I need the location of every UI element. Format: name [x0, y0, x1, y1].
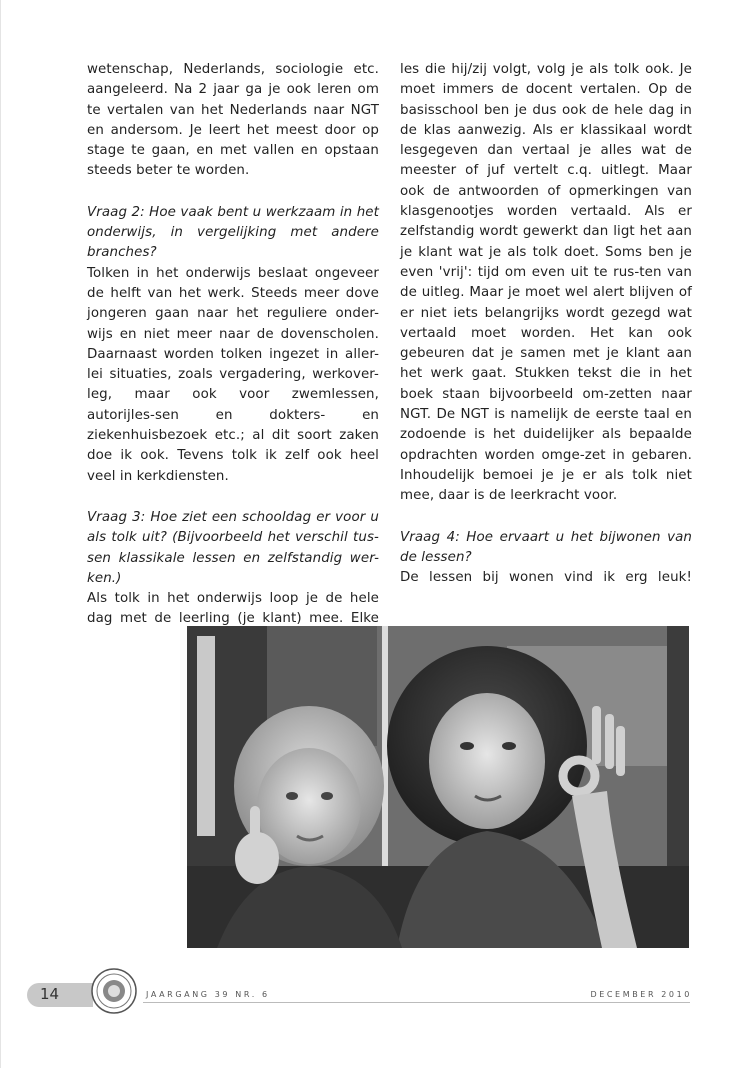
photo-two-children	[187, 626, 689, 948]
issue-date: DECEMBER 2010	[590, 990, 692, 999]
answer-3-continued: les die hij/zij volgt, volg je als tolk ook. Je moet immers de docent vertalen. Op de basisschool ben je dus ook de hele dag in de klas aanwezig. Als er klassikaal wordt lesgegeven dan vertaal je alles wat de meester of juf vertelt c.q. uitlegt. Maar ook de antwoorden of opmerkingen van klasgenootjes worden vertaald. Als er zelfstandig wordt gewerkt dan ligt het aan je klant wat je als tolk doet. Soms ben je even 'vrij': tijd om even uit te rus-ten van de uitleg. Maar je moet wel alert blijven of er niet iets belangrijks wordt gezegd wat vertaald moet worden. Het kan ook gebeuren dat je samen met je klant aan het werk gaat. Stukken tekst die in het boek staan bijvoorbeeld om-zetten naar NGT. De NGT is namelijk de eerste taal en zodoende is het duidelijker als bepaalde opdrachten worden omge-zet in gebaren. Inhoudelijk bemoei je je er als tolk niet mee, daar is de leerkracht voor.	[400, 62, 692, 504]
question-4: Vraag 4: Hoe ervaart u het bijwonen van de lessen?	[400, 529, 692, 565]
question-3: Vraag 3: Hoe ziet een schooldag er voor u als tolk uit? (Bijvoorbeeld het verschil tus-sen klassikale lessen en zelfstandig wer-ken.)	[87, 509, 379, 586]
answer-4: De lessen bij wonen vind ik erg leuk!	[400, 570, 692, 586]
page-number-tab	[27, 983, 93, 1007]
photo-illustration	[187, 626, 689, 948]
left-column	[87, 60, 379, 630]
question-2: Vraag 2: Hoe vaak bent u werkzaam in het onderwijs, in vergelijking met andere branches?	[87, 204, 379, 261]
paragraph-intro: wetenschap, Nederlands, sociologie etc. aangeleerd. Na 2 jaar ga je ook leren om te vertalen van het Nederlands naar NGT en andersom. Je leert het meest door op stage te gaan, en met vallen en opstaan steeds beter te worden.	[87, 62, 379, 179]
magazine-seal-icon	[90, 967, 138, 1015]
page-number: 14	[40, 985, 60, 1003]
answer-2: Tolken in het onderwijs beslaat ongeveer de helft van het werk. Steeds meer dove jongeren gaan naar het reguliere onder-wijs en niet meer naar de dovenscholen. Daarnaast worden tolken ingezet in aller-lei situaties, zoals vergadering, werkover-leg, maar ook voor zwemlessen, autorijles-sen en dokters- en ziekenhuisbezoek etc.; al dit soort zaken doe ik ook. Tevens tolk ik zelf ook heel veel in kerkdiensten.	[87, 265, 379, 484]
page-edge	[0, 0, 1, 1068]
footer-rule	[143, 1002, 690, 1003]
issue-label: JAARGANG 39 NR. 6	[146, 990, 270, 999]
answer-3: Als tolk in het onderwijs loop je de hele dag met de leerling (je klant) mee. Elke	[87, 591, 379, 627]
right-column	[400, 60, 692, 588]
